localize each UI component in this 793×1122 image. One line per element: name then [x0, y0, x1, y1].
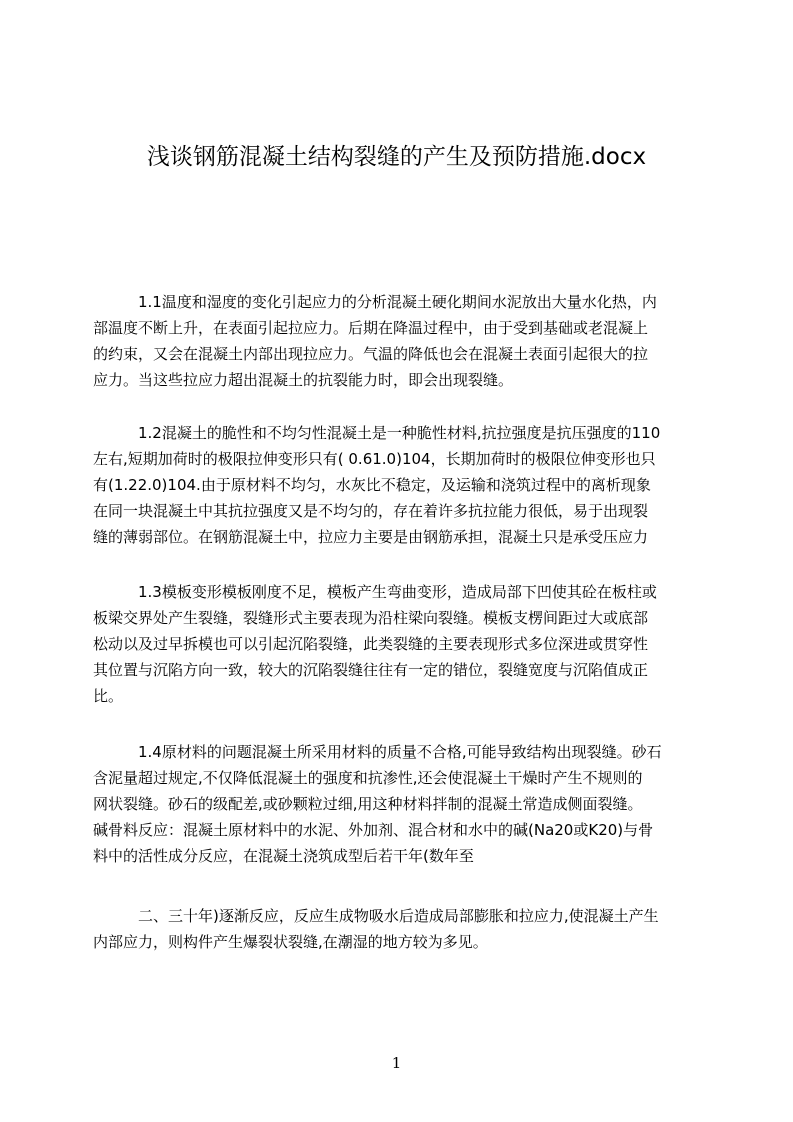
paragraph-line: 松动以及过早拆模也可以引起沉陷裂缝，此类裂缝的主要表现形式多位深进或贯穿性: [93, 635, 649, 653]
paragraph-line: 网状裂缝。砂石的级配差,或砂颗粒过细,用这种材料拌制的混凝土常造成侧面裂缝。: [93, 795, 643, 813]
paragraph-line: 左右,短期加荷时的极限拉伸变形只有( 0.61.0)104，长期加荷时的极限位伸变形也只: [93, 450, 656, 468]
paragraph-line: 有(1.22.0)104.由于原材料不均匀，水灰比不稳定，及运输和浇筑过程中的离析现象: [93, 476, 651, 494]
paragraph-line: 内部应力，则构件产生爆裂状裂缝,在潮湿的地方较为多见。: [93, 933, 488, 951]
paragraph-line: 二、三十年)逐渐反应，反应生成物吸水后造成局部膨胀和拉应力,使混凝土产生: [138, 907, 659, 925]
paragraph-line: 碱骨料反应：混凝土原材料中的水泥、外加剂、混合材和水中的碱(Na20或K20)与骨: [93, 821, 654, 839]
paragraph-line: 缝的薄弱部位。在钢筋混凝土中，拉应力主要是由钢筋承担，混凝土只是承受压应力: [93, 528, 649, 546]
paragraph-3: [93, 579, 699, 709]
document-title: 浅谈钢筋混凝土结构裂缝的产生及预防措施.docx: [146, 144, 647, 170]
paragraph-line: 板梁交界处产生裂缝，裂缝形式主要表现为沿柱梁向裂缝。模板支楞间距过大或底部: [93, 609, 649, 627]
paragraph-line: 比。: [93, 687, 124, 705]
paragraph-4: [93, 739, 699, 869]
paragraph-line: 的约束，又会在混凝土内部出现拉应力。气温的降低也会在混凝土表面引起很大的拉: [93, 345, 649, 363]
paragraph-line: 在同一块混凝土中其抗拉强度又是不均匀的，存在着许多抗拉能力很低，易于出现裂: [93, 502, 649, 520]
paragraph-line: 部温度不断上升，在表面引起拉应力。后期在降温过程中，由于受到基础或老混凝上: [93, 319, 649, 337]
paragraph-line: 含泥量超过规定,不仅降低混凝土的强度和抗渗性,还会使混凝土干燥时产生不规则的: [93, 769, 643, 787]
paragraph-line: 1.3模板变形模板刚度不足，模板产生弯曲变形，造成局部下凹使其砼在板柱或: [138, 583, 657, 601]
paragraph-line: 1.4原材料的问题混凝土所采用材料的质量不合格,可能导致结构出现裂缝。砂石: [138, 743, 662, 761]
paragraph-5: [93, 903, 699, 955]
page-number: 1: [391, 1054, 402, 1072]
paragraph-line: 应力。当这些拉应力超出混凝土的抗裂能力时，即会出现裂缝。: [93, 371, 514, 389]
paragraph-1: [93, 289, 699, 393]
paragraph-line: 1.1温度和湿度的变化引起应力的分析混凝土硬化期间水泥放出大量水化热，内: [138, 293, 657, 311]
paragraph-line: 其位置与沉陷方向一致，较大的沉陷裂缝往往有一定的错位，裂缝宽度与沉陷值成正: [93, 661, 649, 679]
paragraph-line: 1.2混凝土的脆性和不均匀性混凝土是一种脆性材料,抗拉强度是抗压强度的110: [138, 424, 661, 442]
paragraph-line: 料中的活性成分反应，在混凝土浇筑成型后若干年(数年至: [93, 847, 474, 865]
paragraph-2: [93, 420, 699, 550]
